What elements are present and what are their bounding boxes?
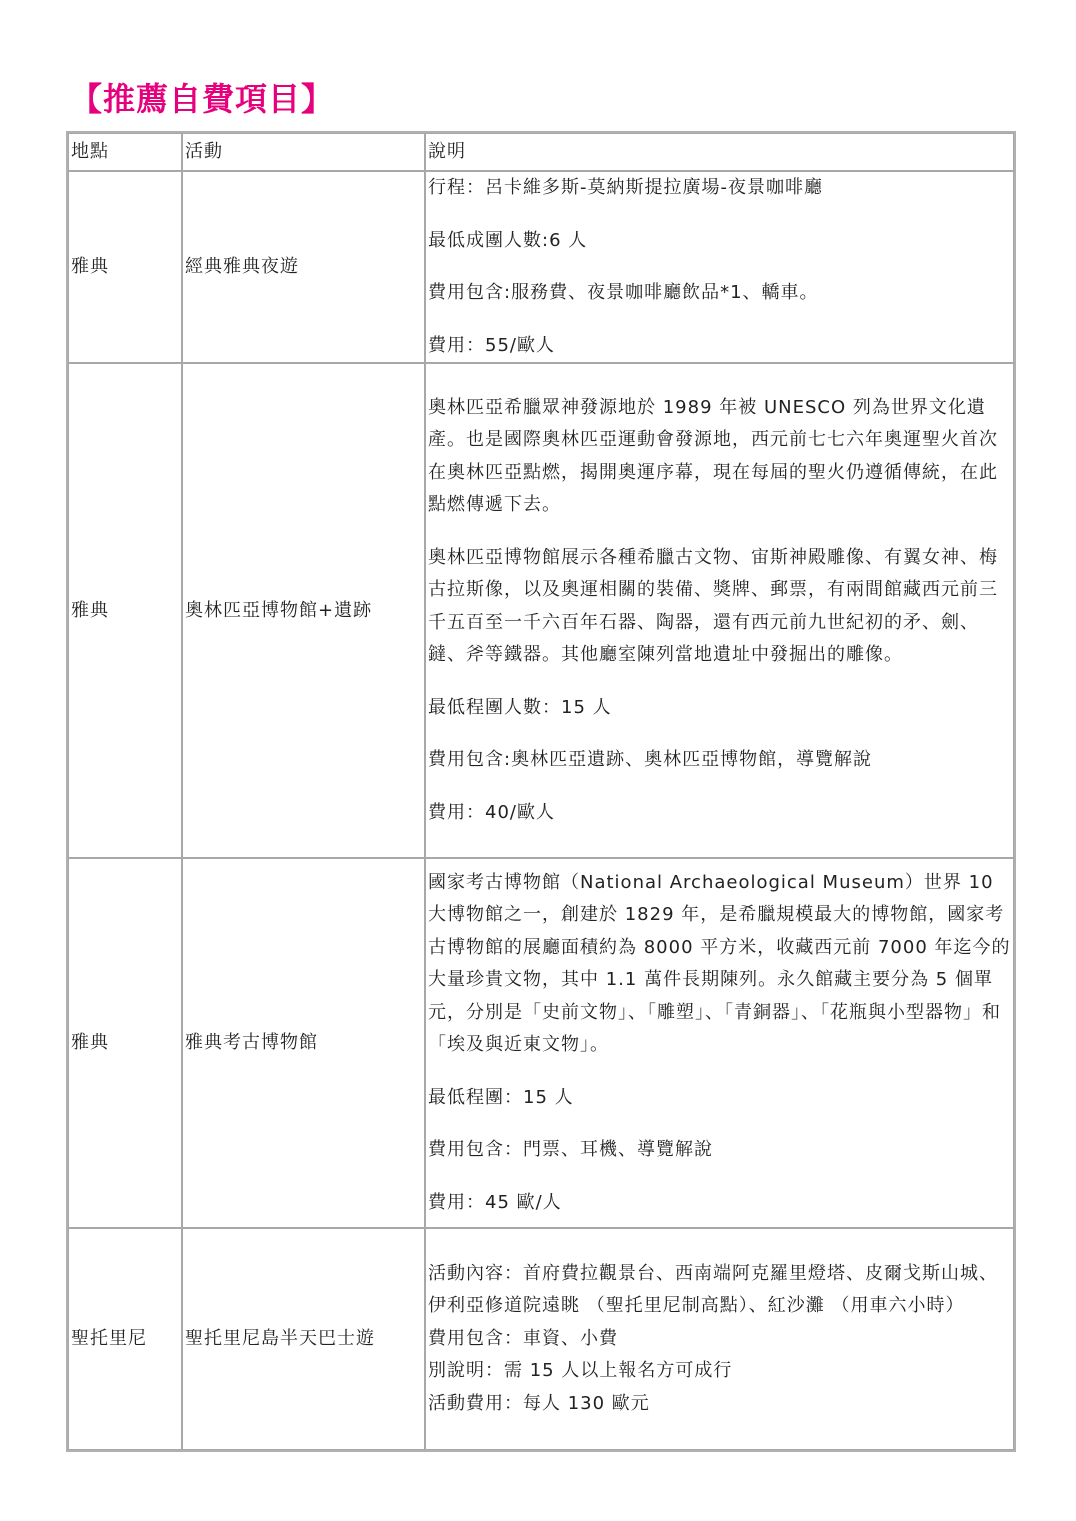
description-line: 最低程團：15 人: [428, 1086, 574, 1108]
description-line: 費用包含:服務費、夜景咖啡廳飲品*1、轎車。: [428, 282, 819, 303]
cell-activity: 聖托里尼島半天巴士遊: [182, 1228, 425, 1450]
cell-activity: 經典雅典夜遊: [182, 171, 425, 363]
description-line: 最低成團人數:6 人: [428, 229, 588, 251]
table-header-row: [68, 133, 1014, 171]
description-line: 費用包含:奧林匹亞遺跡、奧林匹亞博物館，導覽解說: [428, 749, 873, 771]
description-line: 別說明：需 15 人以上報名方可成行: [428, 1360, 733, 1382]
table-row: [68, 363, 1014, 858]
description-paragraph: 國家考古博物館（National Archaeological Museum）世界 10 大博物館之一，創建於 1829 年，是希臘規模最大的博物館，國家考古博物館的展廳面積約為 8000 平方米，收藏西元前 7000 年迄今的大量珍貴文物，其中 1.1 萬件長期陳列。永久館藏主要分為 5 個單元，分別是「史前文物」、「雕塑」、「青銅器」、「花瓶與小型器物」和「埃及與近東文物」。: [428, 871, 1011, 1056]
cell-description: [425, 858, 1014, 1228]
cell-location: 雅典: [68, 171, 182, 363]
excursion-table: [66, 131, 1016, 1452]
table-row: [68, 1228, 1014, 1450]
table-row: [68, 858, 1014, 1228]
description-line: 費用：40/歐人: [428, 801, 555, 823]
description-paragraph: 活動內容：首府費拉觀景台、西南端阿克羅里燈塔、皮爾戈斯山城、伊利亞修道院遠眺 （聖托里尼制高點）、紅沙灘 （用車六小時）: [428, 1262, 998, 1317]
header-location: 地點: [68, 133, 182, 171]
description-line: 費用包含：門票、耳機、導覽解說: [428, 1139, 713, 1161]
description-line: 費用：45 歐/人: [428, 1191, 562, 1213]
description-paragraph: 奧林匹亞希臘眾神發源地於 1989 年被 UNESCO 列為世界文化遺產。也是國際奧林匹亞運動會發源地，西元前七七六年奧運聖火首次在奧林匹亞點燃，揭開奧運序幕，現在每屆的聖火仍遵循傳統，在此點燃傳遞下去。: [428, 396, 998, 516]
description-line: 行程：呂卡維多斯-莫納斯提拉廣場-夜景咖啡廳: [428, 177, 823, 198]
cell-description: [425, 171, 1014, 363]
cell-location: 雅典: [68, 858, 182, 1228]
cell-activity: 奧林匹亞博物館+遺跡: [182, 363, 425, 858]
cell-activity: 雅典考古博物館: [182, 858, 425, 1228]
description-line: 最低程團人數：15 人: [428, 696, 612, 718]
description-line: 費用包含：車資、小費: [428, 1327, 618, 1349]
cell-location: 聖托里尼: [68, 1228, 182, 1450]
cell-location: 雅典: [68, 363, 182, 858]
page-title: 【推薦自費項目】: [70, 80, 335, 118]
table-row: [68, 171, 1014, 363]
cell-description: [425, 1228, 1014, 1450]
description-paragraph: 奧林匹亞博物館展示各種希臘古文物、宙斯神殿雕像、有翼女神、梅古拉斯像，以及奧運相關的裝備、獎牌、郵票，有兩間館藏西元前三千五百至一千六百年石器、陶器，還有西元前九世紀初的矛、劍、鐽、斧等鐵器。其他廳室陳列當地遺址中發掘出的雕像。: [428, 546, 998, 666]
header-description: 說明: [425, 133, 1014, 171]
cell-description: [425, 363, 1014, 858]
description-line: 活動費用：每人 130 歐元: [428, 1392, 650, 1414]
header-activity: 活動: [182, 133, 425, 171]
description-line: 費用：55/歐人: [428, 334, 555, 356]
